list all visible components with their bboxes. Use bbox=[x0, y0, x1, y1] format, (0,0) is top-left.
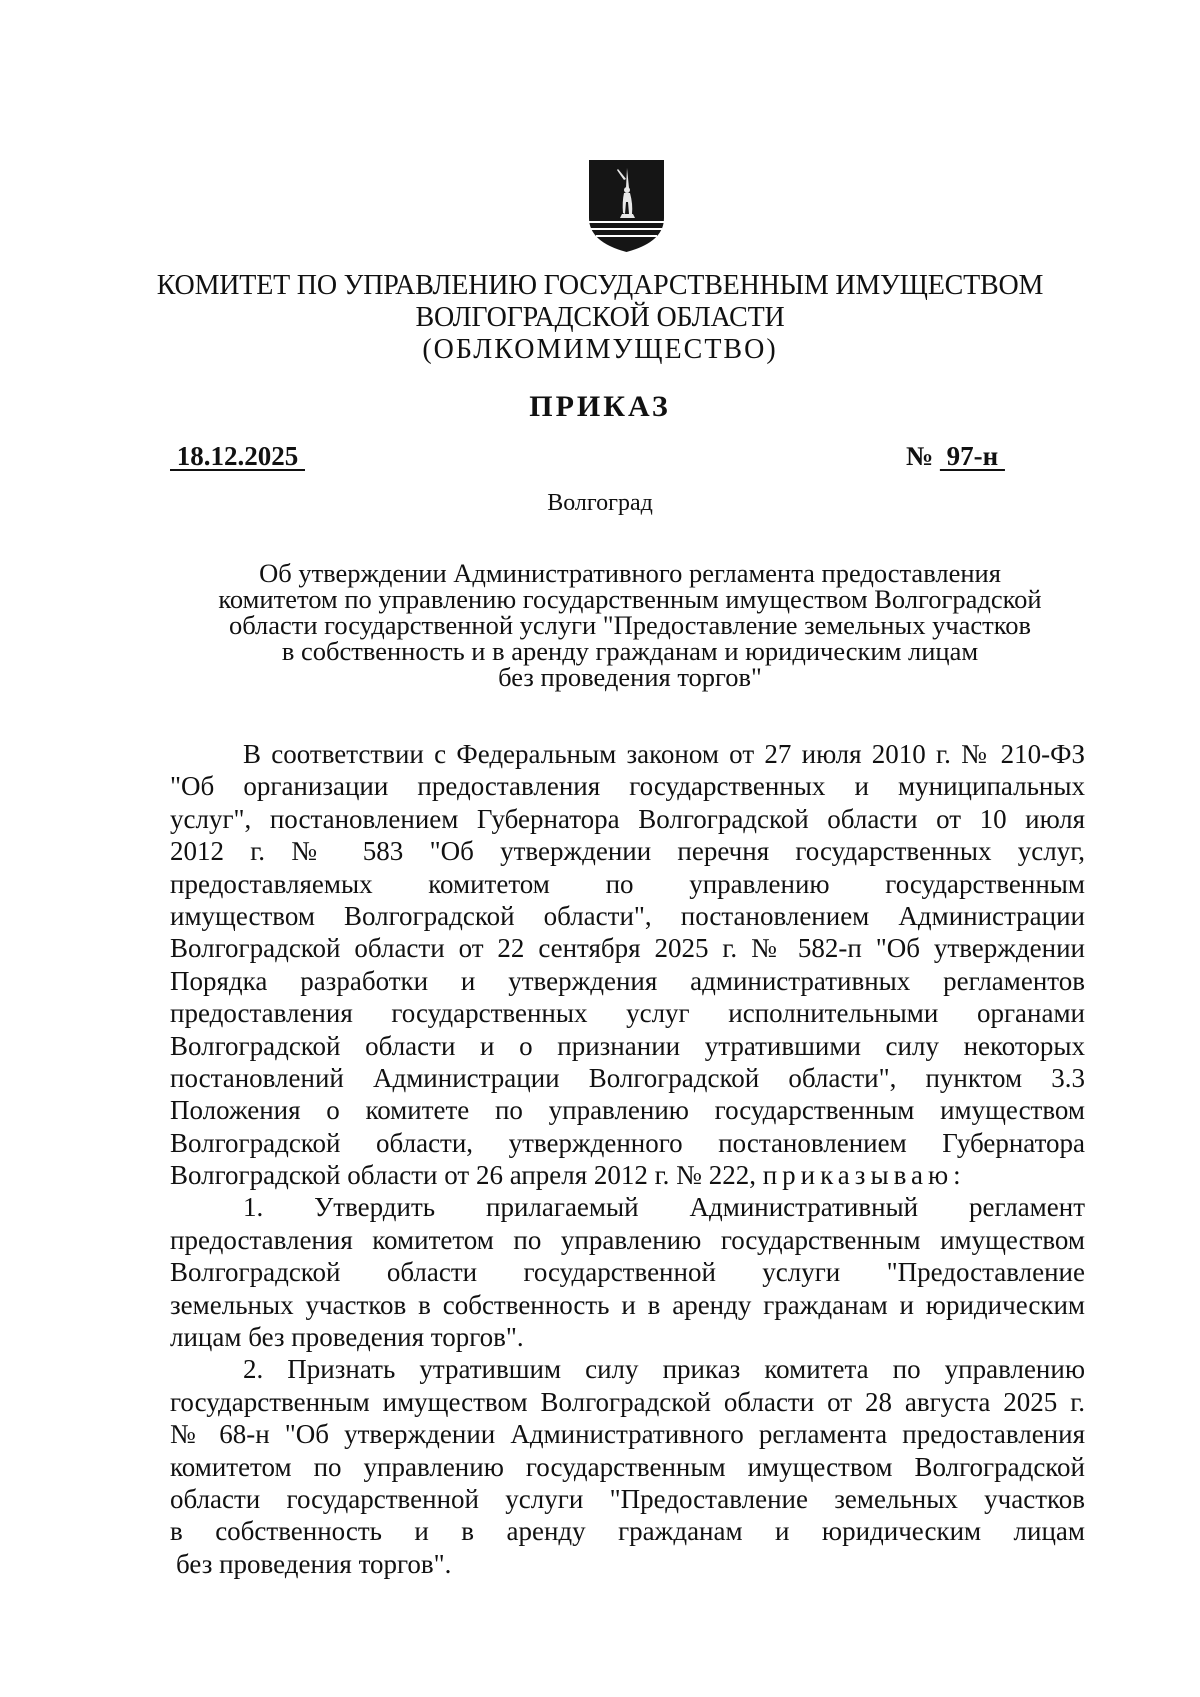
document-type: ПРИКАЗ bbox=[529, 390, 671, 423]
body-line: предоставления комитетом по управлению государственным имуществом bbox=[170, 1224, 1085, 1255]
org-abbreviation: (ОБЛКОМИМУЩЕСТВО) bbox=[422, 334, 778, 365]
order-word: приказываю: bbox=[762, 1160, 966, 1191]
body-line: Порядка разработки и утверждения административных регламентов bbox=[170, 965, 1085, 996]
title-line: комитетом по управлению государственным имуществом Волгоградской bbox=[218, 584, 1042, 614]
body-line: земельных участков в собственность и в аренду гражданам и юридическим bbox=[170, 1289, 1085, 1320]
body-line: в собственность и в аренду гражданам и юридическим лицам bbox=[170, 1516, 1085, 1547]
body-line-text: Волгоградской области от 26 апреля 2012 г. № 222, bbox=[170, 1160, 756, 1191]
body-line: 2. Признать утратившим силу приказ комитета по управлению bbox=[243, 1354, 1085, 1385]
body-line: "Об организации предоставления государственных и муниципальных bbox=[170, 771, 1085, 802]
body-line: 1. Утвердить прилагаемый Административный регламент bbox=[243, 1192, 1085, 1223]
body-line: государственным имуществом Волгоградской области от 28 августа 2025 г. bbox=[170, 1386, 1085, 1417]
document-number-prefix: № bbox=[906, 441, 940, 471]
document-date: 18.12.2025 bbox=[170, 441, 305, 471]
body-line: № 68-н "Об утверждении Административного регламента предоставления bbox=[170, 1419, 1085, 1450]
document-body bbox=[170, 738, 1085, 1580]
body-line: имуществом Волгоградской области", постановлением Администрации bbox=[170, 900, 1085, 931]
org-name-line-2: ВОЛГОГРАДСКОЙ ОБЛАСТИ bbox=[415, 302, 785, 333]
body-line: услуг", постановлением Губернатора Волгоградской области от 10 июля bbox=[170, 803, 1085, 834]
body-line: Волгоградской области государственной услуги "Предоставление bbox=[170, 1257, 1085, 1288]
body-line: области государственной услуги "Предоставление земельных участков bbox=[170, 1483, 1085, 1514]
document-title bbox=[180, 560, 1080, 690]
body-line: комитетом по управлению государственным имуществом Волгоградской bbox=[170, 1451, 1085, 1482]
body-line: предоставляемых комитетом по управлению государственным bbox=[170, 868, 1085, 899]
organization-header bbox=[100, 270, 1100, 366]
body-line: без проведения торгов". bbox=[176, 1548, 452, 1579]
body-line bbox=[170, 1159, 1085, 1191]
body-line: предоставления государственных услуг исполнительными органами bbox=[170, 998, 1085, 1029]
document-number bbox=[906, 440, 1005, 472]
body-line: лицам без проведения торгов". bbox=[170, 1322, 524, 1353]
volgograd-coat-of-arms-icon bbox=[587, 158, 666, 254]
body-line: Волгоградской области от 22 сентября 2025 г. № 582-п "Об утверждении bbox=[170, 933, 1085, 964]
body-line: постановлений Администрации Волгоградской области", пунктом 3.3 bbox=[170, 1062, 1085, 1093]
body-line: Волгоградской области, утвержденного постановлением Губернатора bbox=[170, 1127, 1085, 1158]
document-city: Волгоград bbox=[547, 490, 653, 516]
title-line: Об утверждении Административного регламента предоставления bbox=[259, 558, 1001, 588]
body-line: В соответствии с Федеральным законом от 27 июля 2010 г. № 210-ФЗ bbox=[243, 739, 1085, 769]
body-line: 2012 г. № 583 "Об утверждении перечня государственных услуг, bbox=[170, 836, 1085, 867]
org-name-line-1: КОМИТЕТ ПО УПРАВЛЕНИЮ ГОСУДАРСТВЕННЫМ ИМУЩЕСТВОМ bbox=[156, 270, 1044, 301]
title-line: области государственной услуги "Предоставление земельных участков bbox=[228, 610, 1032, 640]
body-line: Положения о комитете по управлению государственным имуществом bbox=[170, 1095, 1085, 1126]
title-line: без проведения торгов" bbox=[498, 662, 762, 692]
body-line: Волгоградской области и о признании утратившими силу некоторых bbox=[170, 1030, 1085, 1061]
document-number-value: 97-н bbox=[939, 441, 1005, 471]
title-line: в собственность и в аренду гражданам и юридическим лицам bbox=[281, 636, 979, 666]
